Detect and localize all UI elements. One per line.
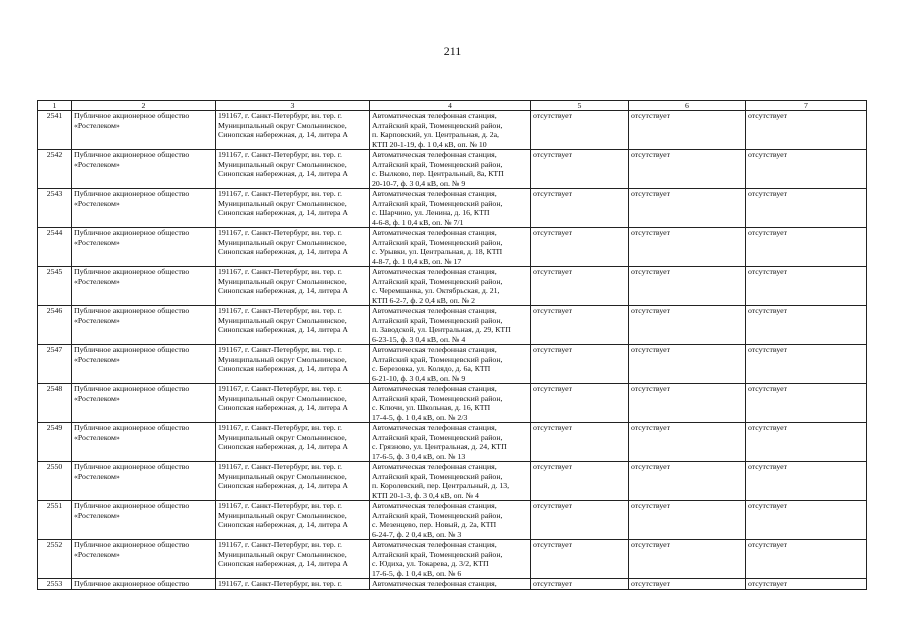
cell-number: 2543 <box>38 189 72 228</box>
col-header-6: 6 <box>629 101 746 111</box>
cell-object: Автоматическая телефонная станция, Алтайский край, Тюменцевский район, п. Заводской, ул. Центральная, д. 29, КТП 6-23-15, ф. 3 0,4 кВ, оп. № 4 <box>370 306 531 345</box>
cell-col6: отсутствует <box>629 579 746 590</box>
cell-col6: отсутствует <box>629 540 746 579</box>
cell-address: 191167, г. Санкт-Петербург, вн. тер. г. Муниципальный округ Смольнинское, Синопская набережная, д. 14, литера А <box>216 306 370 345</box>
table-row <box>38 189 867 228</box>
cell-number: 2541 <box>38 111 72 150</box>
cell-col6: отсутствует <box>629 306 746 345</box>
cell-number: 2546 <box>38 306 72 345</box>
cell-object: Автоматическая телефонная станция, Алтайский край, Тюменцевский район, с. Березовка, ул. Колядо, д. 6а, КТП 6-21-10, ф. 3 0,4 кВ, оп. № 9 <box>370 345 531 384</box>
cell-address: 191167, г. Санкт-Петербург, вн. тер. г. Муниципальный округ Смольнинское, Синопская набережная, д. 14, литера А <box>216 345 370 384</box>
cell-address: 191167, г. Санкт-Петербург, вн. тер. г. Муниципальный округ Смольнинское, Синопская набережная, д. 14, литера А <box>216 384 370 423</box>
cell-owner: Публичное акционерное общество «Ростелеком» <box>72 384 216 423</box>
cell-col7: отсутствует <box>746 345 867 384</box>
cell-number: 2544 <box>38 228 72 267</box>
cell-object: Автоматическая телефонная станция, Алтайский край, Тюменцевский район, с. Мезенцево, пер. Новый, д. 2а, КТП 6-24-7, ф. 2 0,4 кВ, оп. № 3 <box>370 501 531 540</box>
cell-col7: отсутствует <box>746 267 867 306</box>
cell-number: 2545 <box>38 267 72 306</box>
cell-col6: отсутствует <box>629 189 746 228</box>
cell-address: 191167, г. Санкт-Петербург, вн. тер. г. Муниципальный округ Смольнинское, Синопская набережная, д. 14, литера А <box>216 267 370 306</box>
cell-col6: отсутствует <box>629 267 746 306</box>
cell-col5: отсутствует <box>531 501 629 540</box>
cell-col7: отсутствует <box>746 111 867 150</box>
cell-object: Автоматическая телефонная станция, Алтайский край, Тюменцевский район, с. Шарчино, ул. Ленина, д. 16, КТП 4-6-8, ф. 1 0,4 кВ, оп. № 7/1 <box>370 189 531 228</box>
cell-owner: Публичное акционерное общество «Ростелеком» <box>72 423 216 462</box>
cell-col7: отсутствует <box>746 579 867 590</box>
table-row <box>38 423 867 462</box>
col-header-2: 2 <box>72 101 216 111</box>
header-row <box>38 101 867 111</box>
cell-owner: Публичное акционерное общество «Ростелеком» <box>72 189 216 228</box>
cell-col7: отсутствует <box>746 462 867 501</box>
cell-owner: Публичное акционерное общество «Ростелеком» <box>72 540 216 579</box>
table-row <box>38 111 867 150</box>
cell-object: Автоматическая телефонная станция, Алтайский край, Тюменцевский район, с. Черемшанка, ул. Октябрьская, д. 21, КТП 6-2-7, ф. 2 0,4 кВ, оп. № 2 <box>370 267 531 306</box>
cell-address: 191167, г. Санкт-Петербург, вн. тер. г. Муниципальный округ Смольнинское, Синопская набережная, д. 14, литера А <box>216 189 370 228</box>
cell-col7: отсутствует <box>746 540 867 579</box>
cell-col5: отсутствует <box>531 540 629 579</box>
cell-address: 191167, г. Санкт-Петербург, вн. тер. г. Муниципальный округ Смольнинское, Синопская набережная, д. 14, литера А <box>216 150 370 189</box>
table-row <box>38 306 867 345</box>
cell-owner: Публичное акционерное общество «Ростелеком» <box>72 345 216 384</box>
cell-owner: Публичное акционерное общество «Ростелеком» <box>72 150 216 189</box>
cell-number: 2551 <box>38 501 72 540</box>
cell-object: Автоматическая телефонная станция, Алтайский край, Тюменцевский район, с. Вылково, пер. Центральный, 8а, КТП 20-10-7, ф. 3 0,4 кВ, оп. № 9 <box>370 150 531 189</box>
cell-object: Автоматическая телефонная станция, Алтайский край, Тюменцевский район, п. Королевский, пер. Центральный, д. 13, КТП 20-1-3, ф. 3 0,4 кВ, оп. № 4 <box>370 462 531 501</box>
cell-col5: отсутствует <box>531 345 629 384</box>
cell-col7: отсутствует <box>746 189 867 228</box>
cell-number: 2553 <box>38 579 72 590</box>
col-header-4: 4 <box>370 101 531 111</box>
cell-col7: отсутствует <box>746 384 867 423</box>
cell-col7: отсутствует <box>746 306 867 345</box>
col-header-1: 1 <box>38 101 72 111</box>
cell-address: 191167, г. Санкт-Петербург, вн. тер. г. Муниципальный округ Смольнинское, Синопская набережная, д. 14, литера А <box>216 111 370 150</box>
cell-col6: отсутствует <box>629 423 746 462</box>
table-row <box>38 228 867 267</box>
cell-col5: отсутствует <box>531 189 629 228</box>
table-row <box>38 384 867 423</box>
table-row <box>38 501 867 540</box>
cell-number: 2549 <box>38 423 72 462</box>
cell-object: Автоматическая телефонная станция, Алтайский край, Тюменцевский район, с. Юдиха, ул. Токарева, д. 3/2, КТП 17-6-5, ф. 1 0,4 кВ, оп. № 6 <box>370 540 531 579</box>
cell-col6: отсутствует <box>629 501 746 540</box>
cell-owner: Публичное акционерное общество «Ростелеком» <box>72 267 216 306</box>
cell-owner: Публичное акционерное общество «Ростелеком» <box>72 228 216 267</box>
table-row <box>38 540 867 579</box>
table-row <box>38 579 867 590</box>
cell-col7: отсутствует <box>746 150 867 189</box>
cell-col7: отсутствует <box>746 423 867 462</box>
cell-object: Автоматическая телефонная станция, Алтайский край, Тюменцевский район, с. Урывки, ул. Центральная, д. 18, КТП 4-8-7, ф. 1 0,4 кВ, оп. № 17 <box>370 228 531 267</box>
cell-address: 191167, г. Санкт-Петербург, вн. тер. г. Муниципальный округ Смольнинское, Синопская набережная, д. 14, литера А <box>216 228 370 267</box>
cell-col6: отсутствует <box>629 150 746 189</box>
cell-col6: отсутствует <box>629 462 746 501</box>
cell-address: 191167, г. Санкт-Петербург, вн. тер. г. Муниципальный округ Смольнинское, Синопская набережная, д. 14, литера А <box>216 423 370 462</box>
cell-col6: отсутствует <box>629 345 746 384</box>
cell-object: Автоматическая телефонная станция, Алтайский край, Тюменцевский район, с. Ключи, ул. Школьная, д. 16, КТП 17-4-5, ф. 1 0,4 кВ, оп. № 2/3 <box>370 384 531 423</box>
cell-col6: отсутствует <box>629 228 746 267</box>
cell-col6: отсутствует <box>629 384 746 423</box>
table-row <box>38 345 867 384</box>
cell-col5: отсутствует <box>531 150 629 189</box>
table-row <box>38 462 867 501</box>
cell-number: 2548 <box>38 384 72 423</box>
cell-col5: отсутствует <box>531 462 629 501</box>
cell-owner: Публичное акционерное общество <box>72 579 216 590</box>
cell-col5: отсутствует <box>531 267 629 306</box>
cell-col5: отсутствует <box>531 384 629 423</box>
cell-col5: отсутствует <box>531 111 629 150</box>
cell-object: Автоматическая телефонная станция, <box>370 579 531 590</box>
table-row <box>38 267 867 306</box>
cell-col5: отсутствует <box>531 423 629 462</box>
cell-address: 191167, г. Санкт-Петербург, вн. тер. г. Муниципальный округ Смольнинское, Синопская набережная, д. 14, литера А <box>216 501 370 540</box>
register-body <box>38 111 867 590</box>
cell-number: 2547 <box>38 345 72 384</box>
cell-owner: Публичное акционерное общество «Ростелеком» <box>72 111 216 150</box>
cell-col5: отсутствует <box>531 306 629 345</box>
cell-address: 191167, г. Санкт-Петербург, вн. тер. г. <box>216 579 370 590</box>
table-row <box>38 150 867 189</box>
cell-col5: отсутствует <box>531 579 629 590</box>
cell-col7: отсутствует <box>746 501 867 540</box>
cell-number: 2552 <box>38 540 72 579</box>
cell-address: 191167, г. Санкт-Петербург, вн. тер. г. Муниципальный округ Смольнинское, Синопская набережная, д. 14, литера А <box>216 540 370 579</box>
cell-owner: Публичное акционерное общество «Ростелеком» <box>72 462 216 501</box>
col-header-3: 3 <box>216 101 370 111</box>
page-number: 211 <box>443 44 462 58</box>
cell-col5: отсутствует <box>531 228 629 267</box>
cell-col6: отсутствует <box>629 111 746 150</box>
cell-object: Автоматическая телефонная станция, Алтайский край, Тюменцевский район, п. Карповский, ул. Центральная, д. 2а, КТП 20-1-19, ф. 1 0,4 кВ, оп. № 10 <box>370 111 531 150</box>
cell-col7: отсутствует <box>746 228 867 267</box>
cell-owner: Публичное акционерное общество «Ростелеком» <box>72 306 216 345</box>
cell-address: 191167, г. Санкт-Петербург, вн. тер. г. Муниципальный округ Смольнинское, Синопская набережная, д. 14, литера А <box>216 462 370 501</box>
cell-number: 2550 <box>38 462 72 501</box>
cell-number: 2542 <box>38 150 72 189</box>
register-table <box>37 100 867 590</box>
col-header-5: 5 <box>531 101 629 111</box>
cell-owner: Публичное акционерное общество «Ростелеком» <box>72 501 216 540</box>
col-header-7: 7 <box>746 101 867 111</box>
cell-object: Автоматическая телефонная станция, Алтайский край, Тюменцевский район, с. Грязново, ул. Центральная, д. 24, КТП 17-6-5, ф. 3 0,4 кВ, оп. № 13 <box>370 423 531 462</box>
